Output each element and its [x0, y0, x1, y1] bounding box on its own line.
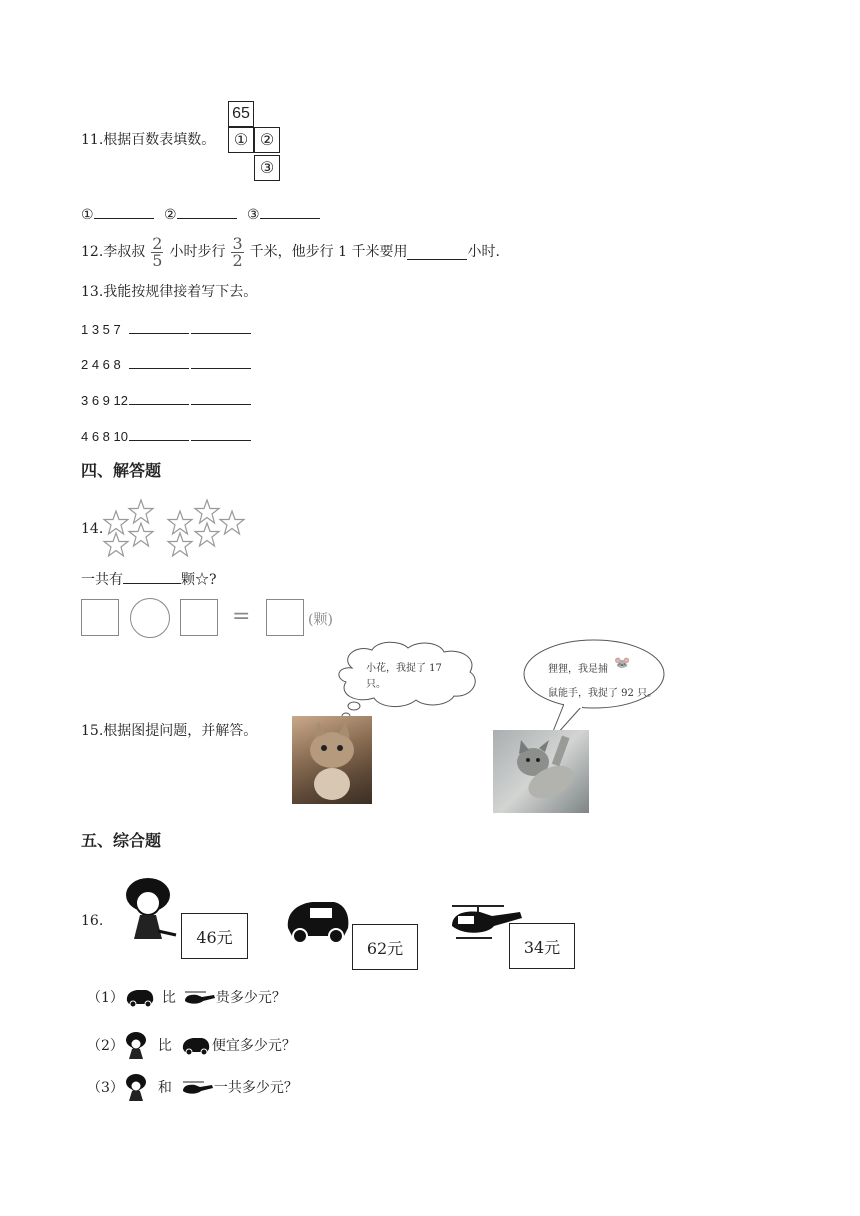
result-box[interactable]: [266, 599, 304, 636]
q12-suffix2: 小时.: [467, 244, 500, 260]
star-icon: [129, 500, 153, 523]
price-tag-doll: 46元: [181, 913, 248, 959]
section-title-5: 五、综合题: [81, 831, 162, 850]
q12-mid: 小时步行: [169, 244, 226, 260]
grid-cell-1: ①: [228, 127, 254, 153]
sequence-row-2: 2 4 6 8: [81, 354, 251, 372]
seq-blank[interactable]: [129, 354, 189, 369]
answer-blank-1[interactable]: [94, 204, 154, 219]
q16-sub-3: （3） 和 一共多少元？: [87, 1074, 298, 1102]
stars-illustration: [100, 495, 255, 557]
unit-label: (颗): [308, 612, 333, 628]
seq-blank[interactable]: [129, 319, 189, 334]
star-icon: [168, 533, 192, 556]
answer-label-1: ①: [81, 207, 94, 223]
bubble1-line1: 小花，我捉了 17: [366, 663, 442, 674]
seq-blank[interactable]: [191, 390, 251, 405]
bubble1-line2: 只。: [366, 679, 386, 690]
q15-prompt: 15.根据图提问题，并解答。: [81, 723, 258, 739]
star-icon: [220, 511, 244, 534]
equation-box-2[interactable]: [180, 599, 218, 636]
thought-bubble: [330, 640, 490, 725]
star-icon: [129, 523, 153, 546]
q14-number: 14.: [81, 521, 104, 537]
q13-prompt: 13.我能按规律接着写下去。: [81, 284, 258, 300]
answer-blank-3[interactable]: [260, 204, 320, 219]
bubble2-line1: 狸狸，我是捕: [548, 664, 608, 675]
helicopter-icon: [182, 988, 216, 1008]
section-title-4: 四、解答题: [81, 461, 162, 480]
seq-blank[interactable]: [129, 390, 189, 405]
q16-number: 16.: [81, 913, 104, 929]
car-icon: [180, 1036, 212, 1056]
star-icon: [195, 523, 219, 546]
q12-line: [81, 234, 500, 270]
seq-blank[interactable]: [191, 319, 251, 334]
sequence-row-4: 4 6 8 10: [81, 426, 251, 444]
doll-icon: [124, 1032, 150, 1060]
seq-blank[interactable]: [191, 354, 251, 369]
car-icon: [282, 896, 352, 946]
cat-photo-1: [292, 716, 372, 804]
q12-blank[interactable]: [407, 245, 467, 260]
car-icon: [124, 988, 156, 1008]
q12-suffix1: 千米，他步行 1 千米要用: [249, 244, 408, 260]
answer-blank-2[interactable]: [177, 204, 237, 219]
price-tag-car: 62元: [352, 924, 418, 970]
sequence-row-1: 1 3 5 7: [81, 319, 251, 337]
equals-sign: =: [232, 604, 251, 629]
seq-blank[interactable]: [191, 426, 251, 441]
star-icon: [104, 511, 128, 534]
answer-label-3: ③: [247, 207, 260, 223]
grid-cell-65: 65: [228, 101, 254, 127]
sequence-row-3: 3 6 9 12: [81, 390, 251, 408]
fraction-3-2: $\frac{3}{2}$: [232, 233, 243, 270]
q11-prompt: 11.根据百数表填数。: [81, 132, 216, 148]
operator-circle[interactable]: [130, 598, 170, 638]
bubble2-line2: 鼠能手，我捉了 92 只。: [548, 688, 658, 699]
helicopter-icon: [180, 1078, 214, 1098]
price-tag-helicopter: 34元: [509, 923, 575, 969]
grid-cell-3: ③: [254, 155, 280, 181]
doll-icon: [124, 1074, 150, 1102]
mouse-icon: 🐭: [614, 656, 631, 671]
q14-question: 一共有 颗☆?: [81, 569, 217, 589]
seq-blank[interactable]: [129, 426, 189, 441]
q12-prefix: 12.李叔叔: [81, 244, 146, 260]
cat-photo-2: [493, 730, 589, 813]
q11-answers: [81, 204, 320, 224]
q16-sub-2: （2） 比 便宜多少元？: [87, 1032, 296, 1060]
grid-cell-2: ②: [254, 127, 280, 153]
star-icon: [195, 500, 219, 523]
star-icon: [104, 533, 128, 556]
star-icon: [168, 511, 192, 534]
doll-icon: [120, 877, 180, 949]
q16-sub-1: （1） 比 贵多少元？: [87, 990, 286, 1006]
q14-blank[interactable]: [123, 569, 181, 584]
fraction-2-5: $\frac{2}{5}$: [152, 233, 163, 270]
answer-label-2: ②: [164, 207, 177, 223]
equation-box-1[interactable]: [81, 599, 119, 636]
